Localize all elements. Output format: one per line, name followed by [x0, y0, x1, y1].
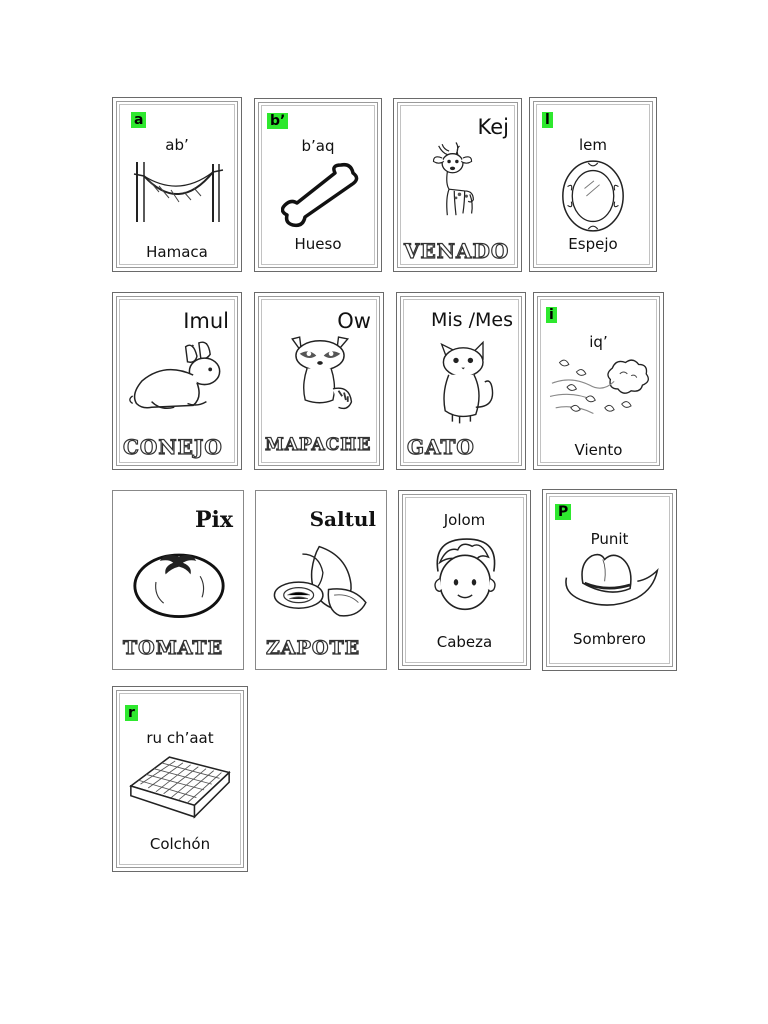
- card-letter: r: [125, 705, 138, 721]
- hat-icon: [561, 552, 661, 616]
- card-caption: Colchón: [149, 835, 211, 853]
- card-caption: Cabeza: [436, 633, 493, 651]
- card-title: Saltul: [309, 507, 376, 531]
- card-title: Ow: [337, 309, 371, 333]
- flashcard-hamaca: [112, 97, 242, 272]
- card-word: iq’: [589, 333, 608, 351]
- card-caption: MAPACHE: [265, 435, 372, 455]
- flashcard-viento: [533, 292, 664, 470]
- card-caption: Hamaca: [146, 243, 208, 261]
- hammock-icon: [129, 162, 229, 222]
- card-caption: ZAPOTE: [266, 637, 361, 659]
- card-caption: VENADO: [404, 239, 510, 263]
- card-letter: b’: [267, 113, 288, 129]
- card-word: ab’: [165, 136, 189, 154]
- mirror-icon: [560, 158, 626, 234]
- flashcard-sombrero: [542, 489, 677, 671]
- card-title: Imul: [183, 309, 229, 333]
- flashcard-colchon: [112, 686, 248, 872]
- flashcard-tomate: [112, 490, 244, 670]
- rabbit-icon: [127, 339, 231, 415]
- flashcard-zapote: [255, 490, 387, 670]
- card-caption: TOMATE: [123, 637, 224, 659]
- card-caption: GATO: [407, 435, 475, 459]
- card-caption: Viento: [574, 441, 623, 459]
- card-title: Pix: [194, 507, 233, 533]
- flashcard-venado: [393, 98, 522, 272]
- card-letter: l: [542, 112, 553, 128]
- flashcard-conejo: [112, 292, 242, 470]
- flashcard-cabeza: [398, 490, 531, 670]
- card-letter: a: [131, 112, 146, 128]
- raccoon-icon: [283, 333, 357, 417]
- cat-icon: [429, 335, 501, 429]
- boy-head-icon: [429, 535, 501, 617]
- card-word: Punit: [590, 530, 629, 548]
- card-letter: P: [555, 504, 571, 520]
- flashcard-mapache: [254, 292, 384, 470]
- flashcard-gato: [396, 292, 526, 470]
- tomato-icon: [131, 543, 227, 621]
- card-caption: Sombrero: [573, 630, 646, 648]
- zapote-icon: [270, 541, 374, 625]
- card-caption: Hueso: [294, 235, 342, 253]
- card-letter: i: [546, 307, 557, 323]
- bone-icon: [281, 159, 361, 229]
- card-word: lem: [578, 136, 607, 154]
- card-word: b’aq: [301, 137, 335, 155]
- card-title: Mis /Mes: [431, 309, 513, 331]
- mattress-icon: [127, 753, 233, 821]
- flashcard-hueso: [254, 98, 382, 272]
- card-title: Kej: [477, 115, 509, 139]
- card-caption: CONEJO: [123, 435, 223, 459]
- card-title: Jolom: [443, 511, 486, 529]
- flashcard-espejo: [529, 97, 657, 272]
- deer-icon: [430, 134, 482, 234]
- wind-icon: [548, 355, 652, 421]
- card-word: ru ch’aat: [146, 729, 214, 747]
- card-caption: Espejo: [568, 235, 618, 253]
